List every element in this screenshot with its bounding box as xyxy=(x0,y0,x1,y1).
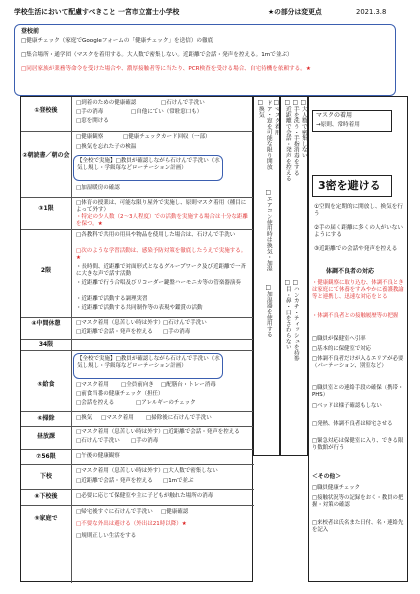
other-item: □来校者は氏名また日付、名・連絡先を記入 xyxy=(312,520,404,533)
row-item: □前食当番の健康チェック（担任） xyxy=(76,391,164,397)
avoid-item: ③近距離での会話や発声を控える xyxy=(314,246,398,252)
row-item: □規則正しい生活をする xyxy=(76,533,137,539)
vertical-item: ドア・窓を可能な限り開放 xyxy=(265,100,272,170)
row-item: ・特定の少人数（2～3人程度）での活動を実施する場合は十分な距離を保つ。★ xyxy=(76,214,249,227)
care-item: □職員が保健室へ引率 xyxy=(312,336,366,342)
row-label: 34限 xyxy=(38,341,54,348)
row-label: ①登校後 xyxy=(34,107,58,114)
row-item: □マスク着用（息苦しい時は外す） xyxy=(76,320,164,326)
pre-school-box xyxy=(14,24,396,96)
pre-school-label: 登校前 xyxy=(21,28,40,35)
row-item: □手の消毒 xyxy=(163,329,191,335)
row-item: □掃除後に石けんで手洗い xyxy=(146,415,212,421)
pre-school-line: □健康チェック（家庭でGoogleフォームの「健康チェック」を送信）の徹底 xyxy=(21,38,214,44)
other-title: ＜その他＞ xyxy=(312,474,341,480)
row-item: ・長時間、近距離で対面形式となるグループワーク及び近距離で一斉に大きな声で話す活動 xyxy=(76,264,247,277)
avoid-title: 3密を避ける xyxy=(318,179,381,192)
row-item: □体育の授業は、可能な限り屋外で実施し、原則マスク着用（種目によって外す） xyxy=(76,200,247,213)
row-label: ④中間休憩 xyxy=(31,320,61,327)
vertical-item: □手を洗う・手指消毒をする xyxy=(292,100,299,176)
vertical-item: □換気 xyxy=(257,100,264,118)
row-item: ・近距離で行う合唱及びリコーダー鍵盤ハーモニカ等の管楽器演奏 xyxy=(76,280,241,286)
ill-item: ・健康観察に取り込む、体調不良ときは家庭にて休養をすみやかに養護教諭等と連携し、迅速な対応をとる xyxy=(312,280,404,300)
vertical-item: □近距離で会話・発声を控える xyxy=(284,100,291,182)
row-item: □手の消毒 xyxy=(131,438,159,444)
row-item: □石けんで手洗い xyxy=(163,320,207,326)
row-item: □アレルギーのチェック xyxy=(136,400,196,406)
vertical-item: □大人数で密集しない xyxy=(300,100,307,159)
mask-title: マスクの着用 xyxy=(316,112,353,119)
row-label: ⑨家庭で xyxy=(34,515,58,522)
ill-title: 体調不良者の対応 xyxy=(326,268,375,275)
row-label: ⑥掃除 xyxy=(37,415,55,422)
care-item: □ベッドは様子確認もしない xyxy=(312,403,382,409)
vertical-item: □加湿器を使用する xyxy=(265,285,272,338)
row-item: □マスク着用 xyxy=(101,415,134,421)
care-item: □職員室との連絡手段の確保（携帯・PHS） xyxy=(312,385,404,398)
row-item: □次のような学習活動は、感染予防対策を徹底したうえで実施する。★ xyxy=(76,248,247,261)
row-item: □健康観察 xyxy=(76,134,104,140)
row-label: ⑧下校後 xyxy=(34,493,58,500)
row-item: □会話を控える xyxy=(76,400,115,406)
pre-school-line: □集合場所・通学団（マスクを着用する。大人数で密集しない。近距離で会話・発声を控える。1mで並ぶ） xyxy=(21,52,293,58)
row-item: □必要に応じて保健室や主に子どもが触れた場所の消毒 xyxy=(76,493,214,499)
vertical-item: □エアコン使用時は換気・加湿 xyxy=(265,190,272,272)
row-item: □1mで並ぶ xyxy=(163,478,194,484)
row-label: 下校 xyxy=(39,473,52,480)
care-item: □発熱、体調不良者は帰宅させる xyxy=(312,421,393,427)
star-note: ★の部分は変更点 xyxy=(268,8,322,16)
avoid-item: ②手の届く距離に多くの人がいないようにする xyxy=(314,225,403,238)
row-label: ⑤給食 xyxy=(37,381,55,388)
row-item: ・近距離で活動する調理実習 xyxy=(76,296,148,302)
row-item: □不要な外出は避ける（外出は21時以降）★ xyxy=(76,521,187,527)
other-item: □職員健康チェック xyxy=(312,485,361,491)
vertical-item: □ハンカチ・ティッシュを持参 xyxy=(292,280,299,362)
row-item: 【全校で実施】□教員が確認しながら石けんで手洗い（水気し規し・学級毎などローテーション計画） xyxy=(77,158,220,171)
row-item: □換気を忘れた子の検温 xyxy=(76,144,137,150)
row-item: □石けんで手洗い xyxy=(76,438,120,444)
row-item: □マスク着用（息苦しい時は外す） xyxy=(76,468,164,474)
row-item: □自他にてい（常駐窓口も） xyxy=(131,109,203,115)
row-item: □換気 xyxy=(76,415,93,421)
row-item: □窓を開ける xyxy=(76,118,109,124)
row-label: ⑦56限 xyxy=(36,453,56,460)
avoid-item: ①空間を定期的に開放し、換気を行う xyxy=(314,204,403,217)
row-item: □石けんで手洗い xyxy=(161,100,205,106)
row-item: □マスク着用（息苦しい時は外す） xyxy=(76,429,164,435)
row-item: □大人数で密集しない xyxy=(163,468,218,474)
vertical-item: □目・鼻・口をさわらない xyxy=(284,280,291,350)
row-item: □健康確認 xyxy=(161,509,189,515)
care-item: □緊急対応は保健室に入り、できる限り数館が行う xyxy=(312,438,404,451)
row-label: 昼放課 xyxy=(36,433,55,440)
row-item: □近距離で会話・発声を控える xyxy=(76,329,153,335)
care-item: □基本的に保健室で対応 xyxy=(312,346,371,352)
row-item: □加湿暖房の確認 xyxy=(76,185,120,191)
row-item: □到着のための健康確認 xyxy=(76,100,137,106)
row-item: □近距離で会話・発声を控える xyxy=(76,478,153,484)
mask-sub: →原則、常時着用 xyxy=(316,122,360,128)
row-item: 【全校で実施】□教員が確認しながら石けんで手洗い（水気し規し・学級毎などローテーション計画） xyxy=(77,356,220,369)
page-title: 学校生活において配慮すべきこと 一宮市立富士小学校 xyxy=(14,8,180,16)
row-item: ・近距離で活動する共同制作等の表現や鑑賞の活動 xyxy=(76,305,203,311)
row-label: ③1限 xyxy=(38,205,54,212)
row-label: 2限 xyxy=(40,267,52,274)
row-item: □マスク着用 xyxy=(76,382,109,388)
ill-item: ・体調不良者との接触履歴等の把握 xyxy=(312,313,399,319)
vertical-item: □マスク着用 xyxy=(273,100,280,135)
row-item: □健康チェックカード回収（一部） xyxy=(123,134,211,140)
row-item: □帰宅後すぐに石けんで手洗い xyxy=(76,509,153,515)
row-label: ②朝読書／朝の会 xyxy=(22,152,70,159)
care-item: □体調不良者だけが入るエリアが必要（パーテーション、別室など） xyxy=(312,356,404,369)
row-item: □全員前向き xyxy=(121,382,154,388)
pre-school-line: □同居家族が業務等命令を受けた場合や、濃厚接触者等に当たり、PCR検査を受ける場合、自宅待機を依頼する。★ xyxy=(21,66,311,72)
row-item: □各教科で共用の用具や物品を使用した場合は、石けんで手洗い xyxy=(76,232,236,238)
row-item: □近距離で会話・発声を控える xyxy=(163,429,240,435)
date: 2021.3.8 xyxy=(356,8,387,16)
row-item: □手の消毒 xyxy=(76,109,104,115)
other-item: □接触状況等の記録をおく・教員の把握・対策の確認 xyxy=(312,495,404,508)
schedule-table xyxy=(20,96,253,582)
row-item: □午後の健康観察 xyxy=(76,453,120,459)
row-item: □配膳台・トレー消毒 xyxy=(161,382,216,388)
